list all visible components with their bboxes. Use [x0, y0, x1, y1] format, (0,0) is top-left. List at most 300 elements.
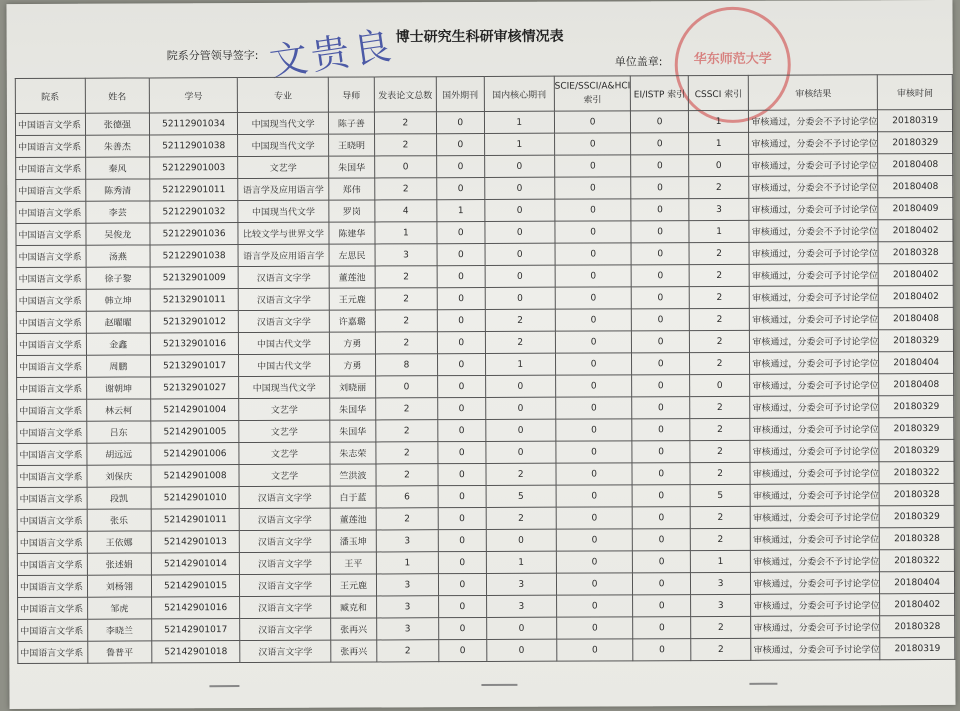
leader-signature-label: 院系分管领导签字: [166, 48, 259, 63]
cell-major: 文艺学 [239, 420, 330, 442]
cell-name: 陈秀清 [85, 179, 150, 201]
cell-name: 徐子黎 [86, 267, 151, 289]
cell-scie-index: 0 [556, 441, 633, 463]
cell-name: 张德强 [85, 113, 150, 135]
cell-review-date: 20180322 [879, 461, 954, 483]
cell-foreign-journals: 0 [437, 221, 485, 243]
bottom-mark [209, 685, 239, 687]
cell-name: 赵曜曜 [86, 311, 151, 333]
cell-foreign-journals: 0 [436, 111, 484, 133]
cell-department: 中国语言文学系 [16, 245, 86, 267]
cell-cssci-index: 3 [690, 572, 751, 594]
cell-review-result: 审核通过，分委会可予讨论学位 [750, 286, 879, 309]
cell-foreign-journals: 0 [438, 463, 486, 485]
cell-review-result: 审核通过，分委会可予讨论学位 [750, 484, 879, 507]
cell-total-papers: 3 [375, 244, 437, 266]
cell-review-date: 20180329 [879, 329, 954, 351]
cell-core-journals: 1 [486, 551, 556, 573]
cell-review-result: 审核通过，分委会不予讨论学位 [749, 220, 878, 243]
cell-core-journals: 0 [484, 155, 554, 177]
cell-review-result: 审核通过，分委会可予讨论学位 [749, 198, 878, 221]
cell-scie-index: 0 [556, 529, 633, 551]
cell-cssci-index: 1 [690, 550, 751, 572]
cell-core-journals: 2 [486, 463, 556, 485]
cell-major: 中国古代文学 [239, 354, 330, 376]
cell-student-id: 52142901004 [151, 399, 239, 421]
cell-ei-index: 0 [632, 463, 689, 485]
header-major: 专业 [237, 77, 328, 112]
cell-ei-index: 0 [631, 221, 688, 243]
cell-cssci-index: 2 [689, 330, 750, 352]
cell-core-journals: 0 [486, 639, 556, 661]
cell-core-journals: 5 [486, 485, 556, 507]
cell-scie-index: 0 [555, 243, 632, 265]
cell-name: 鲁普平 [87, 641, 152, 663]
cell-advisor: 陈子善 [328, 112, 374, 134]
cell-cssci-index: 0 [689, 374, 750, 396]
cell-department: 中国语言文学系 [17, 399, 87, 421]
table-body [15, 109, 954, 663]
cell-ei-index: 0 [631, 177, 688, 199]
cell-total-papers: 2 [376, 398, 438, 420]
cell-scie-index: 0 [555, 287, 632, 309]
cell-review-date: 20180404 [879, 351, 954, 373]
cell-department: 中国语言文学系 [17, 377, 87, 399]
cell-student-id: 52122901036 [150, 223, 238, 245]
cell-total-papers: 2 [376, 464, 438, 486]
cell-cssci-index: 3 [689, 198, 750, 220]
cell-advisor: 臧克和 [331, 596, 377, 618]
cell-major: 文艺学 [239, 464, 330, 486]
cell-review-result: 审核通过，分委会可予讨论学位 [750, 396, 879, 419]
cell-foreign-journals: 0 [437, 331, 485, 353]
cell-scie-index: 0 [555, 353, 632, 375]
cell-cssci-index: 2 [690, 528, 751, 550]
cell-total-papers: 2 [375, 332, 437, 354]
cell-review-result: 审核通过，分委会可予讨论学位 [751, 616, 880, 639]
cell-review-date: 20180402 [880, 593, 955, 615]
cell-name: 汤燕 [86, 245, 151, 267]
cell-student-id: 52142901017 [152, 619, 240, 641]
seal-text: 华东师范大学 [693, 51, 772, 68]
cell-total-papers: 3 [376, 618, 438, 640]
cell-cssci-index: 2 [689, 286, 750, 308]
cell-review-result: 审核通过，分委会不予讨论学位 [749, 132, 878, 155]
cell-review-result: 审核通过，分委会可予讨论学位 [751, 506, 880, 529]
cell-student-id: 52132901009 [150, 267, 238, 289]
bottom-mark [481, 684, 517, 686]
cell-student-id: 52132901012 [150, 311, 238, 333]
cell-advisor: 方勇 [329, 332, 375, 354]
cell-advisor: 朱国华 [330, 420, 376, 442]
cell-scie-index: 0 [555, 199, 632, 221]
cell-ei-index: 0 [633, 639, 690, 661]
cell-total-papers: 1 [375, 222, 437, 244]
cell-cssci-index: 2 [690, 418, 751, 440]
cell-major: 汉语言文字学 [239, 486, 330, 508]
cell-major: 语言学及应用语言学 [238, 244, 329, 266]
cell-name: 林云柯 [86, 399, 151, 421]
cell-review-date: 20180402 [879, 285, 954, 307]
cell-major: 汉语言文字学 [240, 574, 331, 596]
cell-ei-index: 0 [633, 573, 690, 595]
cell-foreign-journals: 0 [438, 507, 486, 529]
cell-advisor: 刘晓丽 [330, 376, 376, 398]
cell-major: 语言学及应用语言学 [238, 178, 329, 200]
cell-ei-index: 0 [632, 397, 689, 419]
cell-advisor: 王晓明 [329, 134, 375, 156]
cell-review-date: 20180329 [878, 131, 953, 153]
cell-advisor: 王平 [330, 552, 376, 574]
cell-major: 比较文学与世界文学 [238, 222, 329, 244]
cell-foreign-journals: 0 [438, 375, 486, 397]
cell-total-papers: 2 [376, 420, 438, 442]
cell-ei-index: 0 [632, 265, 689, 287]
cell-student-id: 52142901006 [151, 443, 239, 465]
cell-foreign-journals: 0 [439, 617, 487, 639]
cell-department: 中国语言文学系 [17, 531, 87, 553]
cell-ei-index: 0 [631, 199, 688, 221]
cell-name: 李芸 [85, 201, 150, 223]
cell-department: 中国语言文学系 [16, 179, 86, 201]
cell-core-journals: 2 [485, 331, 555, 353]
cell-department: 中国语言文学系 [17, 421, 87, 443]
cell-name: 谢朝坤 [86, 377, 151, 399]
cell-total-papers: 2 [375, 266, 437, 288]
cell-review-result: 审核通过，分委会可予讨论学位 [750, 440, 879, 463]
cell-review-result: 审核通过，分委会可予讨论学位 [749, 154, 878, 177]
cell-cssci-index: 3 [690, 594, 751, 616]
cell-scie-index: 0 [555, 397, 632, 419]
cell-advisor: 朱国华 [330, 398, 376, 420]
cell-foreign-journals: 0 [437, 287, 485, 309]
cell-foreign-journals: 0 [439, 595, 487, 617]
header-ei-index: EI/ISTP 索引 [631, 76, 689, 111]
cell-foreign-journals: 0 [437, 243, 485, 265]
cell-ei-index: 0 [631, 111, 688, 133]
cell-department: 中国语言文学系 [17, 553, 87, 575]
cell-student-id: 52142901010 [151, 487, 239, 509]
cell-department: 中国语言文学系 [16, 267, 86, 289]
cell-total-papers: 4 [375, 200, 437, 222]
cell-ei-index: 0 [633, 595, 690, 617]
header-total-papers: 发表论文总数 [374, 77, 436, 112]
cell-review-result: 审核通过，分委会不予讨论学位 [749, 110, 878, 133]
cell-review-date: 20180408 [879, 307, 954, 329]
cell-review-date: 20180408 [879, 373, 954, 395]
cell-student-id: 52142901015 [152, 575, 240, 597]
cell-review-result: 审核通过，分委会可予讨论学位 [749, 264, 878, 287]
cell-review-date: 20180328 [880, 527, 955, 549]
cell-core-journals: 0 [486, 441, 556, 463]
cell-scie-index: 0 [555, 265, 632, 287]
cell-advisor: 竺洪波 [330, 464, 376, 486]
cell-review-result: 审核通过，分委会可予讨论学位 [750, 308, 879, 331]
cell-name: 刘保庆 [87, 465, 152, 487]
cell-student-id: 52142901011 [151, 509, 239, 531]
cell-advisor: 许嘉璐 [329, 310, 375, 332]
cell-core-journals: 1 [484, 111, 554, 133]
cell-major: 中国现当代文学 [238, 112, 329, 134]
cell-ei-index: 0 [632, 419, 689, 441]
cell-student-id: 52112901034 [150, 113, 238, 135]
cell-student-id: 52132901011 [150, 289, 238, 311]
cell-cssci-index: 0 [688, 154, 749, 176]
cell-department: 中国语言文学系 [17, 443, 87, 465]
cell-foreign-journals: 0 [437, 155, 485, 177]
cell-department: 中国语言文学系 [16, 333, 86, 355]
cell-scie-index: 0 [555, 309, 632, 331]
cell-advisor: 张再兴 [331, 618, 377, 640]
cell-major: 中国现当代文学 [238, 200, 329, 222]
cell-ei-index: 0 [631, 133, 688, 155]
cell-major: 汉语言文字学 [238, 266, 329, 288]
header-core-journals: 国内核心期刊 [484, 76, 554, 111]
cell-student-id: 52122901038 [150, 245, 238, 267]
header-department: 院系 [15, 78, 85, 113]
cell-ei-index: 0 [633, 617, 690, 639]
cell-major: 汉语言文字学 [239, 508, 330, 530]
cell-foreign-journals: 0 [437, 353, 485, 375]
cell-cssci-index: 2 [689, 242, 750, 264]
cell-scie-index: 0 [555, 221, 632, 243]
cell-scie-index: 0 [556, 595, 633, 617]
cell-review-date: 20180409 [878, 197, 953, 219]
cell-total-papers: 3 [376, 530, 438, 552]
cell-foreign-journals: 0 [437, 309, 485, 331]
cell-foreign-journals: 0 [438, 397, 486, 419]
cell-student-id: 52122901003 [150, 157, 238, 179]
cell-department: 中国语言文学系 [18, 641, 88, 663]
cell-student-id: 52142901008 [151, 465, 239, 487]
cell-review-date: 20180329 [880, 505, 955, 527]
cell-cssci-index: 1 [688, 110, 749, 132]
cell-review-date: 20180408 [878, 175, 953, 197]
cell-cssci-index: 2 [689, 176, 750, 198]
cell-student-id: 52132901027 [151, 377, 239, 399]
cell-review-result: 审核通过，分委会可予讨论学位 [751, 638, 880, 661]
cell-core-journals: 0 [485, 243, 555, 265]
cell-foreign-journals: 0 [437, 133, 485, 155]
cell-name: 秦风 [85, 157, 150, 179]
cell-name: 邹虎 [87, 597, 152, 619]
cell-core-journals: 0 [484, 177, 554, 199]
cell-total-papers: 0 [374, 156, 436, 178]
cell-student-id: 52132901017 [151, 355, 239, 377]
cell-review-date: 20180322 [880, 549, 955, 571]
header-name: 姓名 [85, 78, 150, 113]
cell-review-date: 20180404 [880, 571, 955, 593]
document-title: 博士研究生科研审核情况表 [395, 28, 564, 46]
cell-major: 汉语言文字学 [240, 640, 331, 662]
cell-scie-index: 0 [555, 375, 632, 397]
header-advisor: 导师 [328, 77, 374, 112]
handwritten-signature: 文贵良 [266, 22, 398, 85]
header-cssci-index: CSSCI 索引 [688, 75, 749, 110]
cell-student-id: 52142901013 [151, 531, 239, 553]
cell-advisor: 陈建华 [329, 222, 375, 244]
cell-review-result: 审核通过，分委会可予讨论学位 [751, 528, 880, 551]
cell-student-id: 52122901011 [150, 179, 238, 201]
cell-major: 汉语言文字学 [239, 552, 330, 574]
cell-total-papers: 3 [376, 596, 438, 618]
cell-cssci-index: 2 [689, 264, 750, 286]
cell-core-journals: 0 [485, 419, 555, 441]
cell-department: 中国语言文学系 [17, 509, 87, 531]
cell-foreign-journals: 0 [439, 639, 487, 661]
cell-advisor: 白于蓝 [330, 486, 376, 508]
cell-review-result: 审核通过，分委会可予讨论学位 [750, 418, 879, 441]
cell-advisor: 左思民 [329, 244, 375, 266]
cell-total-papers: 1 [376, 552, 438, 574]
cell-advisor: 张再兴 [331, 640, 377, 662]
cell-name: 李晓兰 [87, 619, 152, 641]
cell-total-papers: 0 [375, 376, 437, 398]
cell-core-journals: 0 [484, 199, 554, 221]
cell-cssci-index: 2 [690, 616, 751, 638]
cell-review-date: 20180329 [879, 439, 954, 461]
cell-name: 王依娜 [87, 531, 152, 553]
cell-core-journals: 0 [485, 287, 555, 309]
cell-cssci-index: 2 [689, 308, 750, 330]
cell-department: 中国语言文学系 [18, 597, 88, 619]
cell-total-papers: 2 [375, 288, 437, 310]
cell-name: 段凯 [87, 487, 152, 509]
cell-name: 张述娟 [87, 553, 152, 575]
cell-advisor: 郑伟 [329, 178, 375, 200]
cell-scie-index: 0 [556, 507, 633, 529]
cell-review-date: 20180319 [878, 109, 953, 131]
cell-student-id: 52122901032 [150, 201, 238, 223]
cell-core-journals: 1 [484, 133, 554, 155]
cell-total-papers: 2 [376, 508, 438, 530]
cell-scie-index: 0 [555, 177, 632, 199]
cell-review-result: 审核通过，分委会可予讨论学位 [751, 594, 880, 617]
cell-ei-index: 0 [632, 441, 689, 463]
cell-cssci-index: 1 [688, 132, 749, 154]
cell-major: 中国古代文学 [239, 332, 330, 354]
cell-review-result: 审核通过，分委会可予讨论学位 [750, 330, 879, 353]
cell-total-papers: 2 [376, 442, 438, 464]
cell-major: 汉语言文字学 [239, 530, 330, 552]
cell-total-papers: 2 [377, 640, 439, 662]
cell-core-journals: 0 [485, 265, 555, 287]
cell-review-date: 20180408 [878, 153, 953, 175]
cell-name: 韩立坤 [86, 289, 151, 311]
table-header-row [15, 74, 952, 113]
cell-total-papers: 2 [375, 310, 437, 332]
cell-review-result: 审核通过，分委会可予讨论学位 [750, 374, 879, 397]
review-table [15, 74, 956, 664]
cell-ei-index: 0 [632, 287, 689, 309]
cell-advisor: 潘玉坤 [330, 530, 376, 552]
header-foreign-journals: 国外期刊 [436, 76, 484, 111]
cell-major: 汉语言文字学 [240, 618, 331, 640]
cell-name: 吕东 [86, 421, 151, 443]
cell-department: 中国语言文学系 [17, 575, 87, 597]
cell-major: 文艺学 [239, 398, 330, 420]
cell-student-id: 52142901014 [151, 553, 239, 575]
cell-core-journals: 0 [485, 397, 555, 419]
document-paper [6, 0, 955, 709]
cell-total-papers: 2 [374, 134, 436, 156]
header-student-id: 学号 [149, 78, 237, 113]
cell-scie-index: 0 [554, 111, 631, 133]
cell-major: 汉语言文字学 [238, 310, 329, 332]
cell-review-result: 审核通过，分委会可予讨论学位 [749, 242, 878, 265]
cell-scie-index: 0 [556, 463, 633, 485]
cell-student-id: 52132901016 [150, 333, 238, 355]
cell-cssci-index: 2 [690, 506, 751, 528]
header-review-date: 审核时间 [878, 74, 953, 109]
cell-core-journals: 1 [485, 353, 555, 375]
cell-department: 中国语言文学系 [17, 355, 87, 377]
cell-ei-index: 0 [632, 309, 689, 331]
cell-foreign-journals: 0 [437, 177, 485, 199]
cell-foreign-journals: 0 [438, 419, 486, 441]
cell-review-date: 20180319 [880, 637, 955, 659]
cell-name: 张乐 [87, 509, 152, 531]
cell-major: 中国现当代文学 [239, 376, 330, 398]
cell-ei-index: 0 [633, 551, 690, 573]
cell-student-id: 52142901018 [152, 641, 240, 663]
cell-major: 中国现当代文学 [238, 134, 329, 156]
cell-ei-index: 0 [633, 529, 690, 551]
cell-name: 胡远远 [86, 443, 151, 465]
cell-major: 文艺学 [239, 442, 330, 464]
header-review-result: 审核结果 [749, 75, 878, 111]
cell-review-date: 20180402 [878, 263, 953, 285]
cell-name: 刘杨翎 [87, 575, 152, 597]
cell-department: 中国语言文学系 [18, 619, 88, 641]
cell-total-papers: 3 [376, 574, 438, 596]
cell-foreign-journals: 0 [438, 551, 486, 573]
cell-scie-index: 0 [556, 617, 633, 639]
cell-student-id: 52112901038 [150, 135, 238, 157]
cell-department: 中国语言文学系 [17, 487, 87, 509]
cell-review-result: 审核通过，分委会不予讨论学位 [751, 550, 880, 573]
cell-department: 中国语言文学系 [16, 135, 86, 157]
cell-ei-index: 0 [633, 507, 690, 529]
cell-cssci-index: 2 [691, 638, 752, 660]
cell-name: 朱善杰 [85, 135, 150, 157]
cell-student-id: 52142901016 [152, 597, 240, 619]
cell-advisor: 董莲池 [330, 508, 376, 530]
cell-foreign-journals: 0 [437, 265, 485, 287]
cell-advisor: 朱国华 [329, 156, 375, 178]
cell-review-date: 20180329 [879, 395, 954, 417]
cell-name: 金鑫 [86, 333, 151, 355]
cell-advisor: 董莲池 [329, 266, 375, 288]
cell-department: 中国语言文学系 [16, 289, 86, 311]
cell-ei-index: 0 [633, 485, 690, 507]
cell-advisor: 王元鹿 [329, 288, 375, 310]
cell-name: 周鹏 [86, 355, 151, 377]
cell-advisor: 罗岗 [329, 200, 375, 222]
cell-cssci-index: 2 [690, 462, 751, 484]
cell-core-journals: 3 [486, 595, 556, 617]
cell-major: 文艺学 [238, 156, 329, 178]
unit-stamp-label: 单位盖章: [614, 55, 663, 69]
cell-foreign-journals: 1 [437, 199, 485, 221]
cell-department: 中国语言文学系 [16, 223, 86, 245]
cell-scie-index: 0 [556, 551, 633, 573]
cell-total-papers: 8 [375, 354, 437, 376]
cell-review-result: 审核通过，分委会可予讨论学位 [750, 462, 879, 485]
cell-major: 汉语言文字学 [240, 596, 331, 618]
cell-ei-index: 0 [632, 353, 689, 375]
cell-review-date: 20180402 [878, 219, 953, 241]
